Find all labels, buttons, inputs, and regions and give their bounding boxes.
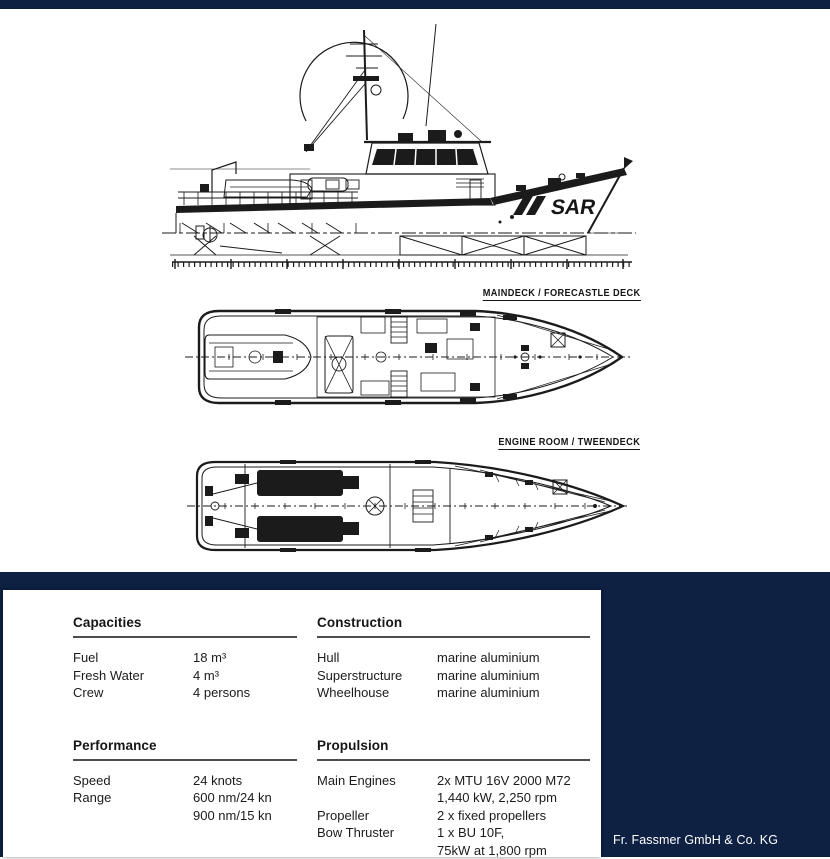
drawing-area xyxy=(0,9,830,572)
spec-label: Superstructure xyxy=(317,667,437,685)
sar-hull-logo: SAR xyxy=(549,196,597,219)
spec-label: Main Engines xyxy=(317,772,437,790)
spec-row xyxy=(317,789,590,807)
spec-label xyxy=(73,807,193,825)
spec-value: 18 m³ xyxy=(193,649,297,667)
section-propulsion xyxy=(317,738,590,859)
spec-label xyxy=(317,842,437,859)
spec-label: Fresh Water xyxy=(73,667,193,685)
maindeck-label: MAINDECK / FORECASTLE DECK xyxy=(483,288,641,301)
spec-value: 24 knots xyxy=(193,772,297,790)
spec-value: 2 x fixed propellers xyxy=(437,807,590,825)
spec-value: 1 x BU 10F, xyxy=(437,824,590,842)
spec-row xyxy=(317,772,590,790)
spec-label: Bow Thruster xyxy=(317,824,437,842)
section-rule xyxy=(73,636,297,638)
company-name: Fr. Fassmer GmbH & Co. KG xyxy=(613,833,778,847)
spec-value: 4 persons xyxy=(193,684,297,702)
spec-label: Propeller xyxy=(317,807,437,825)
section-title: Construction xyxy=(317,615,590,630)
spec-label xyxy=(317,789,437,807)
section-rule xyxy=(317,636,590,638)
engine-room-label: ENGINE ROOM / TWEENDECK xyxy=(498,437,640,450)
spec-value: 2x MTU 16V 2000 M72 xyxy=(437,772,590,790)
spec-row xyxy=(317,842,590,859)
spec-label: Range xyxy=(73,789,193,807)
section-construction xyxy=(317,615,590,702)
section-title: Performance xyxy=(73,738,297,753)
section-rule xyxy=(317,759,590,761)
spec-card xyxy=(3,590,601,857)
spec-value: 4 m³ xyxy=(193,667,297,685)
spec-label: Speed xyxy=(73,772,193,790)
section-capacities xyxy=(73,615,297,702)
maindeck-plan-drawing xyxy=(185,303,630,411)
spec-row xyxy=(317,649,590,667)
spec-value: 1,440 kW, 2,250 rpm xyxy=(437,789,590,807)
spec-value: 75kW at 1,800 rpm xyxy=(437,842,590,859)
spec-row xyxy=(73,772,297,790)
spec-row xyxy=(73,649,297,667)
spec-value: 900 nm/15 kn xyxy=(193,807,297,825)
side-profile-drawing xyxy=(160,22,650,274)
section-rule xyxy=(73,759,297,761)
spec-value: marine aluminium xyxy=(437,649,590,667)
spec-value: 600 nm/24 kn xyxy=(193,789,297,807)
section-title: Capacities xyxy=(73,615,297,630)
spec-value: marine aluminium xyxy=(437,684,590,702)
spec-value: marine aluminium xyxy=(437,667,590,685)
spec-section-background xyxy=(0,572,830,857)
section-title: Propulsion xyxy=(317,738,590,753)
top-navy-bar xyxy=(0,0,830,9)
spec-label: Hull xyxy=(317,649,437,667)
spec-label: Fuel xyxy=(73,649,193,667)
spec-row xyxy=(73,684,297,702)
spec-row xyxy=(317,667,590,685)
spec-row xyxy=(317,684,590,702)
spec-row xyxy=(317,824,590,842)
spec-row xyxy=(73,789,297,807)
spec-label: Wheelhouse xyxy=(317,684,437,702)
spec-row xyxy=(317,807,590,825)
spec-row xyxy=(73,667,297,685)
spec-label: Crew xyxy=(73,684,193,702)
section-performance xyxy=(73,738,297,859)
spec-row xyxy=(73,807,297,825)
spec-grid xyxy=(3,590,601,859)
engine-room-plan-drawing xyxy=(185,450,630,562)
